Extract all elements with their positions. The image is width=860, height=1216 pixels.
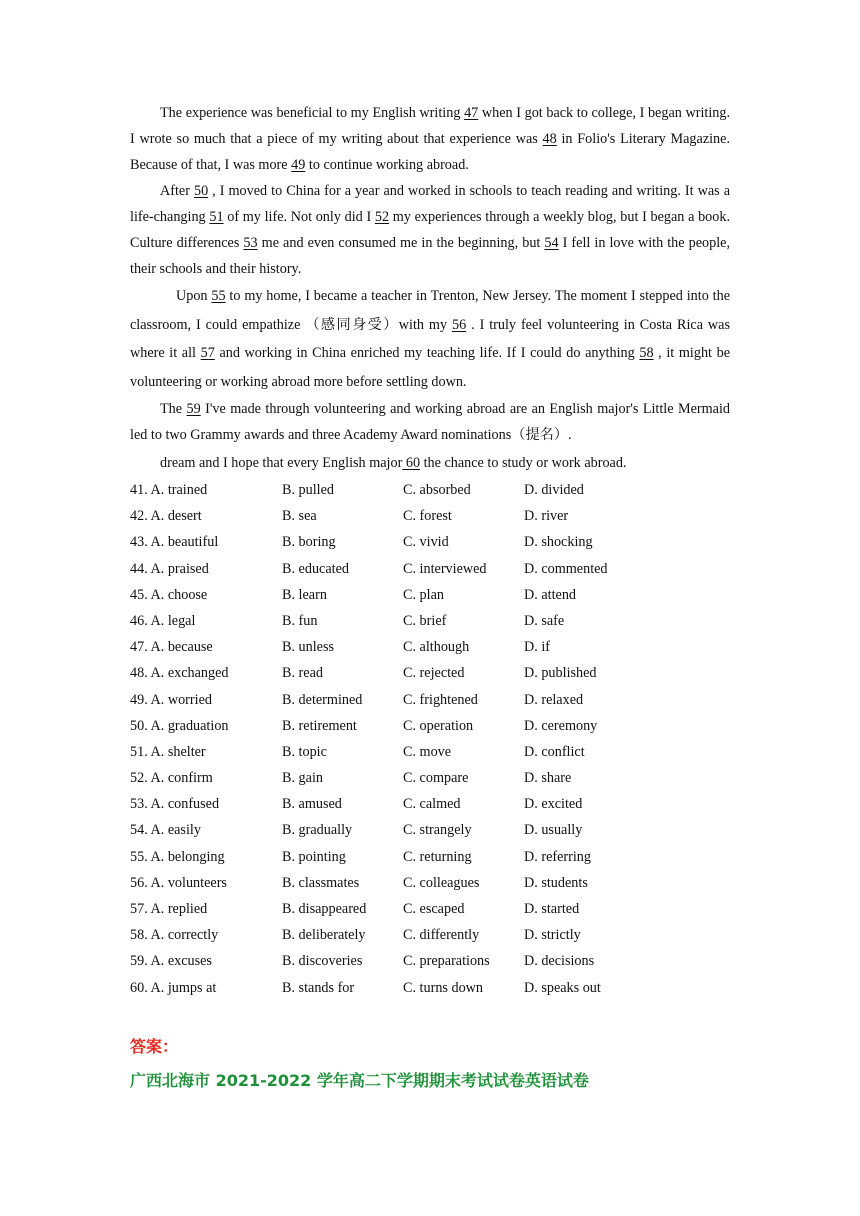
- option-b: B. pulled: [282, 482, 335, 498]
- option-a: 47. A. because: [130, 639, 213, 656]
- cloze-passage: [130, 100, 730, 1001]
- option-a: 54. A. easily: [130, 822, 201, 839]
- option-row: [130, 556, 730, 582]
- option-d: D. strictly: [524, 927, 581, 944]
- option-b: B. classmates: [282, 874, 360, 891]
- option-b: B. gradually: [282, 822, 353, 839]
- option-d: D. relaxed: [524, 691, 584, 708]
- option-b: B. discoveries: [282, 953, 363, 970]
- option-b: B. retirement: [282, 717, 357, 734]
- passage-text: Upon: [176, 288, 212, 304]
- option-row: [130, 975, 730, 1001]
- option-a: 42. A. desert: [130, 508, 202, 525]
- blank-53: 53: [243, 235, 258, 251]
- passage-text: I fell in love with the people, their schools and their history.: [130, 235, 730, 277]
- option-row: [130, 948, 730, 974]
- option-row: [130, 765, 730, 791]
- option-row: [130, 713, 730, 739]
- passage-text: to continue working abroad.: [305, 157, 469, 173]
- option-d: D. students: [524, 874, 588, 891]
- option-row: [130, 477, 730, 503]
- option-d: D. started: [524, 901, 580, 917]
- option-c: C. plan: [403, 586, 444, 603]
- option-c: C. operation: [403, 717, 474, 734]
- passage-text: and working in China enriched my teaching life. If I could do anything: [214, 345, 640, 361]
- option-c: C. returning: [403, 848, 472, 865]
- blank-60: 60: [402, 455, 421, 471]
- blank-50: 50: [193, 183, 209, 199]
- option-d: D. divided: [524, 482, 584, 498]
- passage-text: , I moved to China for a year and worked in schools to teach reading and writing. It was a life-changing: [130, 183, 730, 225]
- option-b: B. stands for: [282, 979, 355, 996]
- option-a: 48. A. exchanged: [130, 665, 229, 682]
- blank-56: 56: [451, 316, 467, 333]
- option-d: D. published: [524, 665, 597, 682]
- option-c: C. absorbed: [403, 482, 471, 498]
- option-b: B. gain: [282, 770, 323, 787]
- option-d: D. attend: [524, 586, 577, 603]
- paragraph-2: [130, 178, 730, 282]
- option-c: C. colleagues: [403, 874, 480, 891]
- option-b: B. amused: [282, 796, 342, 813]
- passage-text: when I got back to college, I began writing. I wrote so much that a piece of my writing about that experience was: [130, 105, 730, 147]
- option-b: B. deliberately: [282, 927, 366, 944]
- passage-text: . I truly feel volunteering in Costa Rica was where it all: [130, 316, 730, 361]
- blank-57: 57: [200, 345, 215, 361]
- option-c: C. frightened: [403, 691, 478, 708]
- option-row: [130, 844, 730, 870]
- passage-text: I've made through volunteering and working abroad are an English major's Little Mermaid led to two Grammy awards and three Academy Award nominations（提名）.: [130, 401, 730, 443]
- blank-48: 48: [542, 131, 557, 147]
- passage-text: in Folio's Literary Magazine. Because of that, I was more: [130, 131, 730, 173]
- option-b: B. learn: [282, 586, 327, 603]
- option-row: [130, 529, 730, 555]
- passage-text: The: [160, 401, 187, 417]
- option-c: C. although: [403, 639, 470, 656]
- option-a: 44. A. praised: [130, 560, 209, 577]
- source-line: 广西北海市 2021-2022 学年高二下学期期末考试试卷英语试卷: [130, 1071, 589, 1090]
- passage-text: to my home, I became a teacher in Trenton, New Jersey. The moment I stepped into the classroom, I could empathize （感同身受）with my: [130, 288, 731, 333]
- blank-52: 52: [374, 209, 390, 225]
- option-d: D. commented: [524, 560, 608, 577]
- passage-text: my experiences through a weekly blog, but I began a book. Culture differences: [130, 209, 731, 251]
- passage-text: The experience was beneficial to my English writing: [160, 105, 465, 121]
- option-row: [130, 896, 730, 922]
- passage-text: , it might be volunteering or working abroad more before settling down.: [130, 345, 730, 390]
- option-b: B. sea: [282, 508, 317, 525]
- option-c: C. escaped: [403, 901, 465, 917]
- passage-text: me and even consumed me in the beginning, but: [257, 235, 545, 251]
- passage-text: After: [160, 183, 194, 199]
- option-row: [130, 660, 730, 686]
- option-c: C. brief: [403, 612, 447, 629]
- option-c: C. differently: [403, 927, 480, 944]
- passage-text: of my life. Not only did I: [223, 209, 375, 225]
- option-a: 60. A. jumps at: [130, 979, 217, 996]
- option-d: D. excited: [524, 796, 583, 813]
- option-d: D. river: [524, 508, 569, 525]
- option-d: D. conflict: [524, 743, 585, 760]
- option-a: 49. A. worried: [130, 691, 212, 708]
- blank-47: 47: [464, 105, 479, 121]
- option-d: D. decisions: [524, 953, 595, 970]
- option-c: C. rejected: [403, 665, 465, 682]
- option-b: B. disappeared: [282, 901, 367, 917]
- passage-text: dream and I hope that every English major: [160, 455, 403, 471]
- blank-58: 58: [639, 345, 654, 361]
- option-b: B. unless: [282, 639, 335, 656]
- option-b: B. read: [282, 665, 323, 682]
- option-c: C. strangely: [403, 822, 472, 839]
- option-c: C. preparations: [403, 953, 490, 970]
- options-list: [130, 477, 730, 1001]
- paragraph-3: [130, 282, 730, 396]
- blank-59: 59: [186, 401, 201, 417]
- option-b: B. pointing: [282, 848, 346, 865]
- option-a: 41. A. trained: [130, 482, 208, 498]
- option-a: 57. A. replied: [130, 901, 208, 917]
- option-row: [130, 791, 730, 817]
- option-c: C. turns down: [403, 979, 484, 996]
- option-a: 51. A. shelter: [130, 743, 206, 760]
- option-c: C. interviewed: [403, 560, 487, 577]
- option-d: D. speaks out: [524, 979, 601, 996]
- blank-49: 49: [291, 157, 306, 173]
- option-b: B. determined: [282, 691, 363, 708]
- option-row: [130, 922, 730, 948]
- option-a: 45. A. choose: [130, 586, 208, 603]
- paragraph-1: [130, 100, 730, 178]
- option-a: 46. A. legal: [130, 612, 196, 629]
- option-b: B. fun: [282, 612, 318, 629]
- option-row: [130, 503, 730, 529]
- option-row: [130, 870, 730, 896]
- option-c: C. vivid: [403, 534, 449, 551]
- option-b: B. topic: [282, 743, 327, 760]
- option-d: D. referring: [524, 848, 591, 865]
- option-c: C. calmed: [403, 796, 461, 813]
- option-d: D. share: [524, 770, 572, 787]
- blank-55: 55: [211, 288, 226, 304]
- option-a: 43. A. beautiful: [130, 534, 219, 551]
- blank-51: 51: [209, 209, 224, 225]
- option-a: 58. A. correctly: [130, 927, 219, 944]
- option-d: D. if: [524, 639, 551, 656]
- option-row: [130, 687, 730, 713]
- option-row: [130, 608, 730, 634]
- passage-text: the chance to study or work abroad.: [420, 455, 627, 471]
- option-row: [130, 817, 730, 843]
- option-row: [130, 634, 730, 660]
- option-row: [130, 582, 730, 608]
- option-row: [130, 739, 730, 765]
- option-a: 50. A. graduation: [130, 717, 229, 734]
- option-a: 53. A. confused: [130, 796, 220, 813]
- option-a: 59. A. excuses: [130, 953, 212, 970]
- option-a: 55. A. belonging: [130, 848, 225, 865]
- option-d: D. safe: [524, 612, 565, 629]
- option-a: 56. A. volunteers: [130, 874, 227, 891]
- paragraph-5: [130, 450, 730, 476]
- option-d: D. usually: [524, 822, 583, 839]
- option-d: D. shocking: [524, 534, 593, 551]
- option-b: B. boring: [282, 534, 336, 551]
- option-c: C. move: [403, 743, 452, 760]
- paragraph-4: [130, 396, 730, 448]
- option-d: D. ceremony: [524, 717, 598, 734]
- option-c: C. compare: [403, 770, 469, 787]
- option-b: B. educated: [282, 560, 349, 577]
- option-c: C. forest: [403, 508, 452, 525]
- blank-54: 54: [544, 235, 559, 251]
- option-a: 52. A. confirm: [130, 770, 213, 787]
- answer-label: 答案：: [130, 1037, 179, 1056]
